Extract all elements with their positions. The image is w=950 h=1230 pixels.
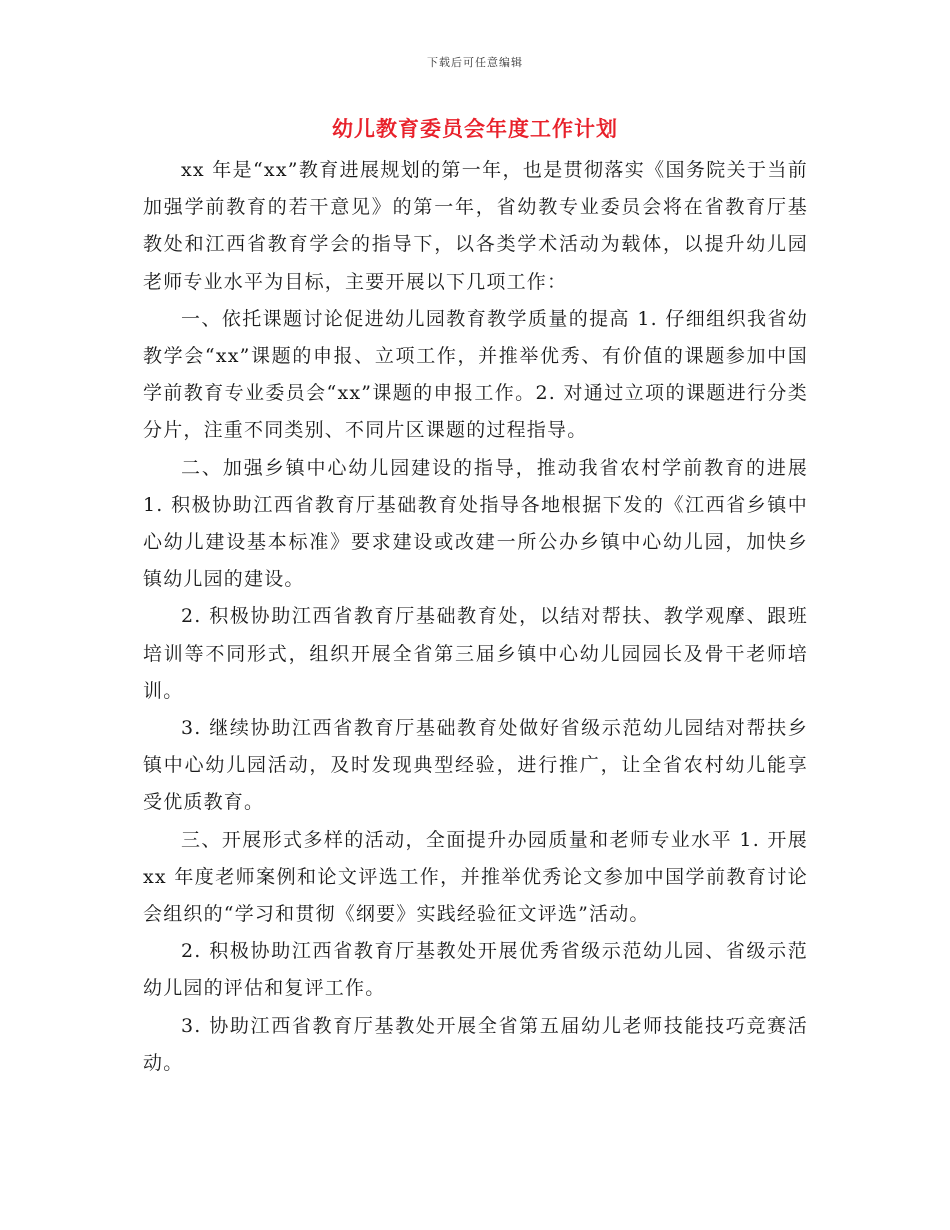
paragraph-intro: xx 年是“xx”教育进展规划的第一年，也是贯彻落实《国务院关于当前加强学前教育的若干意见》的第一年，省幼教专业委员会将在省教育厅基教处和江西省教育学会的指导下，以各类学术活动为载体，以提升幼儿园老师专业水平为目标，主要开展以下几项工作： (143, 159, 808, 293)
paragraph-section-2-item-2: 2. 积极协助江西省教育厅基础教育处，以结对帮扶、教学观摩、跟班培训等不同形式，组织开展全省第三届乡镇中心幼儿园园长及骨干老师培训。 (143, 605, 808, 702)
paragraph-section-2: 二、加强乡镇中心幼儿园建设的指导，推动我省农村学前教育的进展 1. 积极协助江西省教育厅基础教育处指导各地根据下发的《江西省乡镇中心幼儿建设基本标准》要求建设或改建一所公办乡镇中心幼儿园，加快乡镇幼儿园的建设。 (143, 456, 808, 591)
paragraph-section-3: 三、开展形式多样的活动，全面提升办园质量和老师专业水平 1. 开展 xx 年度老师案例和论文评选工作，并推举优秀论文参加中国学前教育讨论会组织的“学习和贯彻《纲要》实践经验征文评选”活动。 (143, 828, 808, 926)
paragraph-section-2-item-3: 3. 继续协助江西省教育厅基础教育处做好省级示范幼儿园结对帮扶乡镇中心幼儿园活动，及时发现典型经验，进行推广，让全省农村幼儿能享受优质教育。 (143, 717, 808, 814)
paragraph-section-3-item-2: 2. 积极协助江西省教育厅基教处开展优秀省级示范幼儿园、省级示范幼儿园的评估和复评工作。 (143, 940, 808, 1000)
document-title: 幼儿教育委员会年度工作计划 (332, 116, 618, 141)
document-body (143, 152, 808, 1082)
header-note: 下载后可任意编辑 (427, 56, 523, 69)
paragraph-section-3-item-3: 3. 协助江西省教育厅基教处开展全省第五届幼儿老师技能技巧竞赛活动。 (143, 1014, 808, 1074)
paragraph-section-1: 一、依托课题讨论促进幼儿园教育教学质量的提高 1. 仔细组织我省幼教学会“xx”课题的申报、立项工作，并推举优秀、有价值的课题参加中国学前教育专业委员会“xx”课题的申报工作。2. 对通过立项的课题进行分类分片，注重不同类别、不同片区课题的过程指导。 (143, 307, 808, 442)
